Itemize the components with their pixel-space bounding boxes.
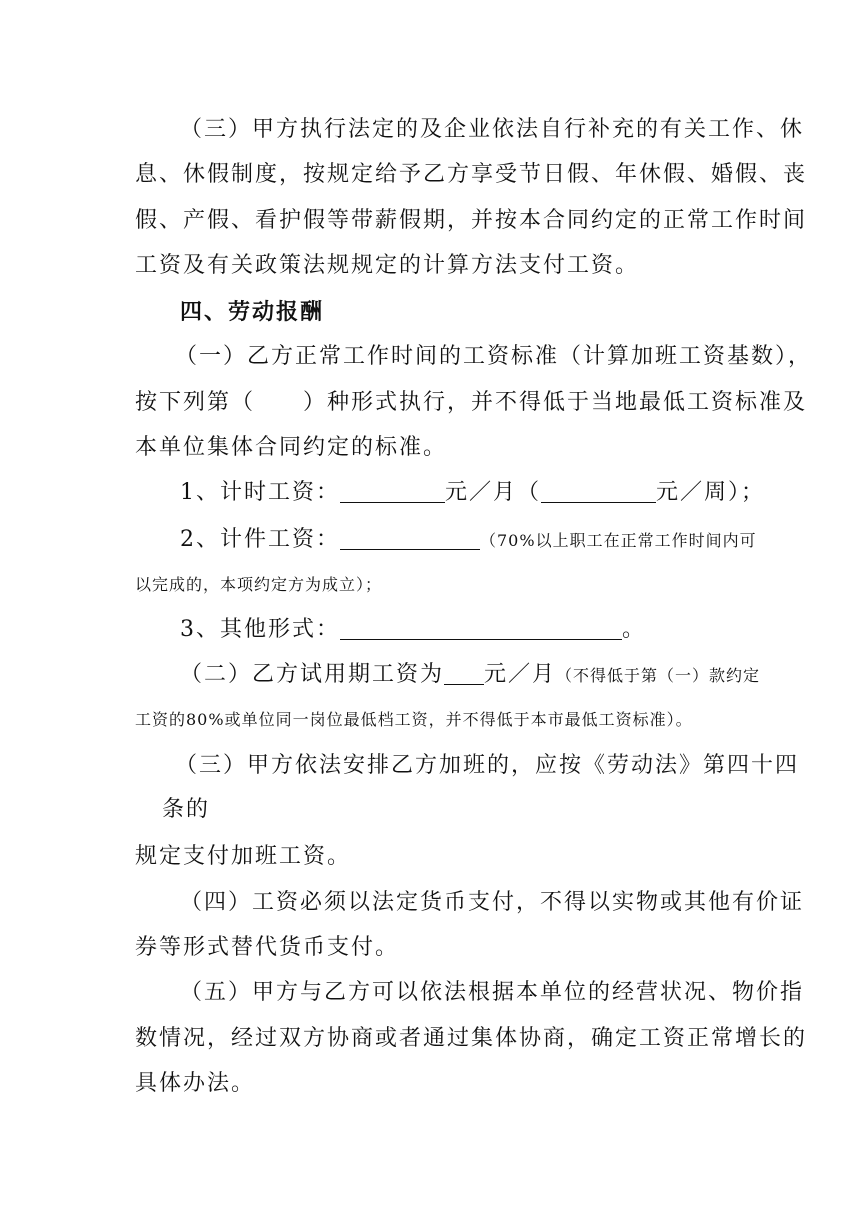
item-1-label: 1、计时工资：	[180, 480, 340, 505]
item-2-piece-wage	[180, 525, 757, 556]
clause-4-3-line-2: 条的	[162, 797, 211, 822]
clause-4-5-line-2: 数情况，经过双方协商或者通过集体协商，确定工资正常增长的	[135, 1026, 808, 1051]
clause-4-1-line-3: 本单位集体合同约定的标准。	[135, 435, 448, 460]
clause-4-3-line-3: 规定支付加班工资。	[135, 844, 352, 869]
clause-4-1-line-1: （一）乙方正常工作时间的工资标准（计算加班工资基数），	[175, 344, 813, 369]
clause-4-5-line-1: （五）甲方与乙方可以依法根据本单位的经营状况、物价指	[180, 980, 805, 1005]
paragraph-3-line-4: 工资及有关政策法规规定的计算方法支付工资。	[135, 253, 640, 278]
section-4-title: 四、劳动报酬	[180, 299, 325, 325]
clause-4-3-line-1: （三）甲方依法安排乙方加班的，应按《劳动法》第四十四	[175, 753, 800, 778]
hourly-wage-month-blank[interactable]	[340, 478, 445, 503]
item-2-note-continued: 以完成的，本项约定方为成立）；	[135, 575, 383, 594]
hourly-wage-week-blank[interactable]	[541, 478, 656, 503]
piece-wage-blank[interactable]	[340, 525, 480, 550]
probation-wage-unit: 元／月	[484, 662, 557, 687]
item-3-label: 3、其他形式：	[180, 617, 340, 642]
item-3-period: 。	[622, 617, 647, 642]
clause-4-1-line-2: 按下列第（ ）种形式执行，并不得低于当地最低工资标准及	[135, 390, 808, 415]
item-2-label: 2、计件工资：	[180, 527, 340, 552]
probation-wage-text: （二）乙方试用期工资为	[180, 662, 445, 687]
clause-4-4-line-2: 券等形式替代货币支付。	[135, 935, 400, 960]
paragraph-3-line-1: （三）甲方执行法定的及企业依法自行补充的有关工作、休	[180, 117, 805, 142]
other-form-blank[interactable]	[340, 615, 622, 640]
paragraph-3-line-2: 息、休假制度，按规定给予乙方享受节日假、年休假、婚假、丧	[135, 162, 808, 187]
item-3-other-form	[180, 615, 646, 645]
item-1-month-unit: 元／月（	[445, 480, 542, 505]
probation-wage-note: （不得低于第（一）款约定	[556, 666, 761, 685]
clause-4-5-line-3: 具体办法。	[135, 1071, 256, 1096]
probation-wage-blank[interactable]	[444, 660, 484, 685]
item-1-hourly-wage	[180, 478, 765, 508]
clause-4-2-note-continued: 工资的80%或单位同一岗位最低档工资，并不得低于本市最低工资标准）。	[135, 710, 693, 729]
item-1-week-unit: 元／周）；	[656, 480, 766, 505]
paragraph-3-line-3: 假、产假、看护假等带薪假期，并按本合同约定的正常工作时间	[135, 208, 808, 233]
clause-4-2-line-1	[180, 660, 760, 691]
clause-4-4-line-1: （四）工资必须以法定货币支付，不得以实物或其他有价证	[180, 890, 805, 915]
item-2-note: （70%以上职工在正常工作时间内可	[480, 531, 757, 550]
